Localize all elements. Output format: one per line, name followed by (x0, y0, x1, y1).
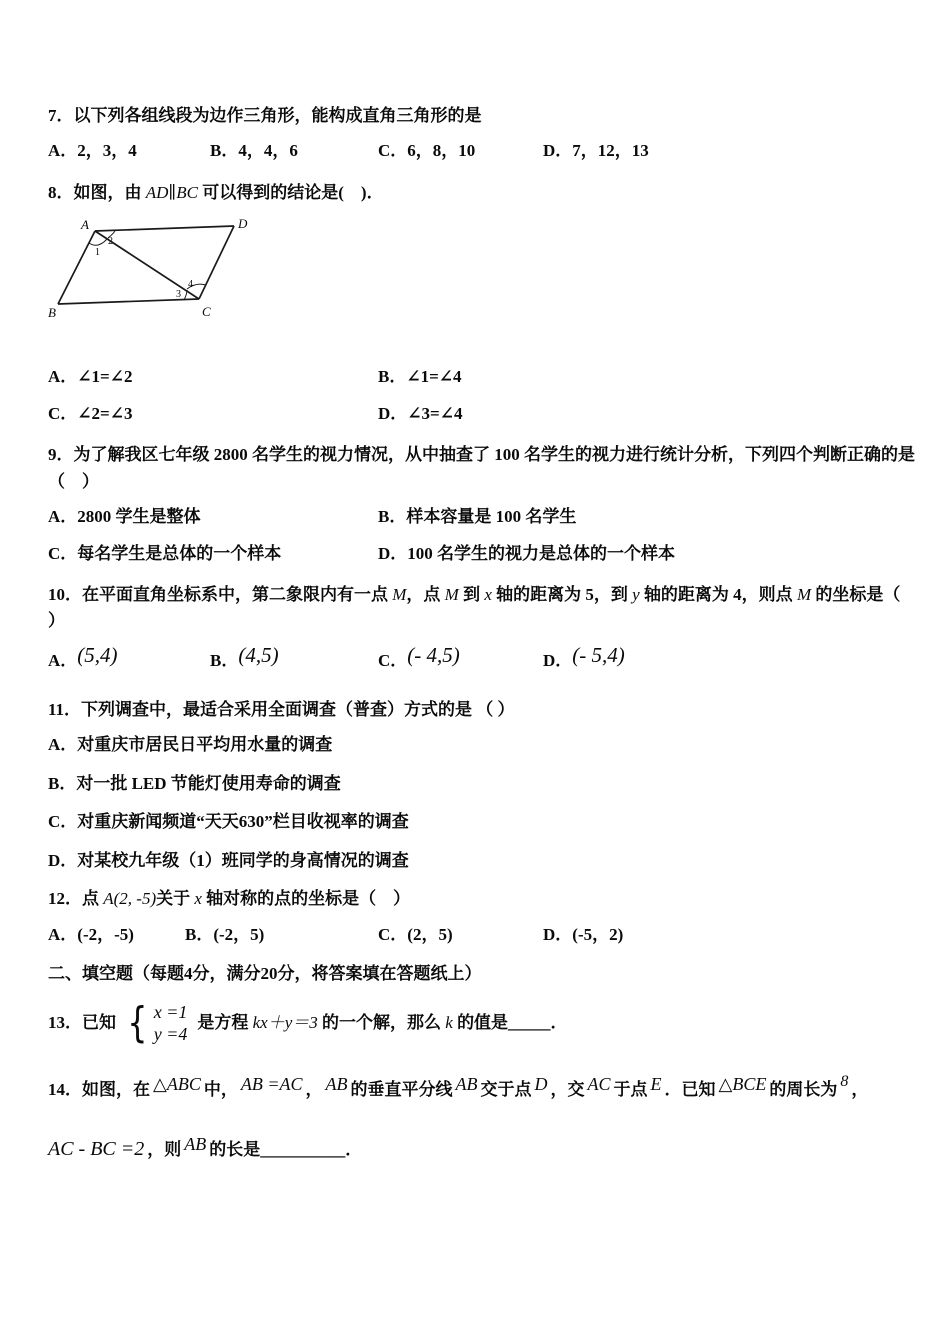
q14-line2 (48, 1134, 906, 1165)
q14-text: ．已知 (664, 1079, 716, 1099)
q8-stem (48, 180, 906, 206)
angle-label-1: 1 (95, 247, 100, 259)
q12-stem-text: 关于 (156, 889, 195, 909)
q14-text: ，交 (550, 1079, 585, 1099)
question-9 (48, 442, 915, 567)
q10-option-c-value: (- 4,5) (407, 642, 460, 667)
q12-options (48, 922, 906, 948)
q14-text: 的长是__________． (209, 1139, 363, 1159)
q13-system-rows (151, 1001, 188, 1046)
q12-option-c: C．(2，5) (378, 924, 453, 944)
q9-option-d: D．100 名学生的视力是总体的一个样本 (378, 544, 676, 564)
q13-text (197, 1011, 567, 1036)
q14-text: 于点 (613, 1079, 648, 1099)
q10-option-d-value: (- 5,4) (572, 642, 625, 667)
q11-option-b: B．对一批 LED 节能灯使用寿命的调查 (48, 773, 341, 793)
q10-stem-text: 10．在平面直角坐标系中，第二象限内有一点 (48, 584, 393, 604)
q10-stem-text: ，点 (406, 584, 445, 604)
q13-blank-text: 的值是_____． (452, 1012, 568, 1032)
q13-system-row1: x =1 (153, 1001, 188, 1022)
q14-math: AB (184, 1133, 207, 1154)
q14-text: 14．如图，在 (48, 1079, 150, 1099)
q14-text: ，则 (147, 1139, 182, 1159)
question-10 (48, 582, 906, 675)
q10-option-b-label: B． (210, 650, 239, 670)
q14-math: AB (455, 1073, 478, 1094)
q13-equation-system (124, 998, 188, 1048)
q12-stem-math: x (194, 889, 202, 909)
question-14 (48, 1072, 906, 1165)
q14-text: ， (851, 1079, 869, 1099)
q10-option-d (543, 644, 906, 676)
q7-option-c: C．6，8，10 (378, 141, 476, 161)
q14-text: 中， (203, 1079, 238, 1099)
q14-text: ， (305, 1079, 323, 1099)
q9-option-c: C．每名学生是总体的一个样本 (48, 544, 282, 564)
question-13 (48, 998, 906, 1048)
q13-variable-k: k (445, 1012, 453, 1032)
section-2-header: 二、填空题（每题4分，满分20分，将答案填在答题纸上） (48, 964, 482, 984)
q9-stem-line1: 9．为了解我区七年级 2800 名学生的视力情况，从中抽查了 100 名学生的视力进行统计分析，下列四个判断正确的是 (48, 445, 915, 465)
q14-math: AC - BC =2 (48, 1137, 145, 1160)
q14-math: D (534, 1073, 548, 1094)
q14-text: 的周长为 (769, 1079, 838, 1099)
q11-option-d: D．对某校九年级（1）班同学的身高情况的调查 (48, 850, 409, 870)
q12-stem-text: 12．点 (48, 889, 104, 909)
q9-option-a: A．2800 学生是整体 (48, 506, 201, 526)
q14-math: E (650, 1073, 662, 1094)
q10-stem (48, 582, 906, 635)
q10-stem-math: M (392, 584, 407, 604)
q14-line1 (48, 1072, 906, 1104)
q8-stem-math: AD∥BC (145, 182, 198, 202)
q8-stem-text: 可以得到的结论是( )． (198, 182, 384, 202)
q8-option-c: C．∠2=∠3 (48, 403, 133, 423)
angle-label-4: 4 (188, 279, 193, 291)
q8-option-a: A．∠1=∠2 (48, 367, 133, 387)
q14-text: 的垂直平分线 (350, 1079, 453, 1099)
question-12 (48, 886, 906, 947)
q10-option-b-value: (4,5) (238, 642, 279, 667)
q8-option-b: B．∠1=∠4 (378, 367, 462, 387)
q7-option-a: A．2，3，4 (48, 141, 137, 161)
q12-option-d: D．(-5，2) (543, 924, 624, 944)
q12-stem (48, 886, 906, 912)
q14-math: AB =AC (240, 1073, 303, 1094)
q10-option-d-label: D． (543, 650, 573, 670)
q11-option-c: C．对重庆新闻频道“天天630”栏目收视率的调查 (48, 812, 409, 832)
q7-option-b: B．4，4，6 (210, 141, 298, 161)
q10-stem-math: M (796, 584, 812, 604)
q10-stem-math: y (632, 584, 640, 604)
vertex-label-a: A (81, 217, 89, 233)
q11-option-a: A．对重庆市居民日平均用水量的调查 (48, 735, 333, 755)
angle-label-3: 3 (176, 289, 181, 301)
q8-option-d: D．∠3=∠4 (378, 403, 463, 423)
q13-mid-text: 的一个解，那么 (317, 1012, 446, 1032)
q7-option-d: D．7，12，13 (543, 141, 649, 161)
q13-mid-text: 是方程 (197, 1012, 253, 1032)
q8-figure-wrap (48, 215, 906, 328)
q14-math: △BCE (718, 1073, 767, 1094)
q9-stem-line2: （ ） (48, 471, 99, 491)
question-11 (48, 697, 906, 873)
q10-option-c (378, 644, 543, 676)
q9-options-row1 (48, 504, 906, 530)
q10-stem-math: M (444, 584, 459, 604)
question-8 (48, 180, 906, 426)
q9-stem (48, 442, 915, 495)
q10-stem-text: 到 (458, 584, 485, 604)
q10-option-a-value: (5,4) (77, 642, 118, 667)
q8-options-row2 (48, 401, 906, 427)
q10-stem-line1 (48, 585, 900, 604)
q14-math: AC (587, 1073, 611, 1094)
q8-options-row1 (48, 364, 906, 390)
vertex-label-b: B (48, 305, 56, 321)
q9-option-b: B．样本容量是 100 名学生 (378, 506, 577, 526)
q10-stem-line2: ） (48, 611, 65, 631)
q12-option-b: B．(-2，5) (185, 924, 265, 944)
q14-math: 8 (840, 1072, 849, 1090)
left-brace-icon: { (127, 998, 148, 1048)
q12-stem-text: 轴对称的点的坐标是（ ） (201, 889, 411, 909)
q10-options (48, 644, 906, 676)
q14-text: 交于点 (480, 1079, 532, 1099)
q8-figure (48, 215, 278, 323)
q13-prefix: 13．已知 (48, 1012, 116, 1032)
q10-option-a-label: A． (48, 650, 78, 670)
q10-option-c-label: C． (378, 650, 408, 670)
q7-stem: 7．以下列各组线段为边作三角形，能构成直角三角形的是 (48, 106, 482, 125)
q10-stem-text: 轴的距离为 4，则点 (639, 584, 797, 604)
q12-stem-math: A(2, -5) (103, 889, 157, 909)
q14-math: AB (325, 1073, 348, 1094)
vertex-label-d: D (238, 216, 248, 232)
q10-option-b (210, 644, 378, 676)
q10-stem-text: 轴的距离为 5，到 (491, 584, 633, 604)
q10-option-a (48, 644, 210, 676)
q14-math: △ABC (153, 1073, 201, 1094)
question-7 (48, 103, 906, 164)
q10-stem-text: 的坐标是（ (811, 584, 901, 604)
q10-stem-math: x (484, 584, 492, 604)
q8-stem-text: 8．如图，由 (48, 182, 146, 202)
angle-label-2: 2 (108, 236, 113, 248)
q13-system-row2: y =4 (153, 1024, 188, 1045)
q12-option-a: A．(-2，-5) (48, 924, 134, 944)
vertex-label-c: C (202, 304, 211, 320)
q9-options-row2 (48, 541, 906, 567)
q7-options (48, 138, 906, 164)
q13-equation: kx＋y＝3 (252, 1012, 318, 1032)
q11-stem: 11．下列调查中，最适合采用全面调查（普查）方式的是 （ ） (48, 700, 515, 720)
